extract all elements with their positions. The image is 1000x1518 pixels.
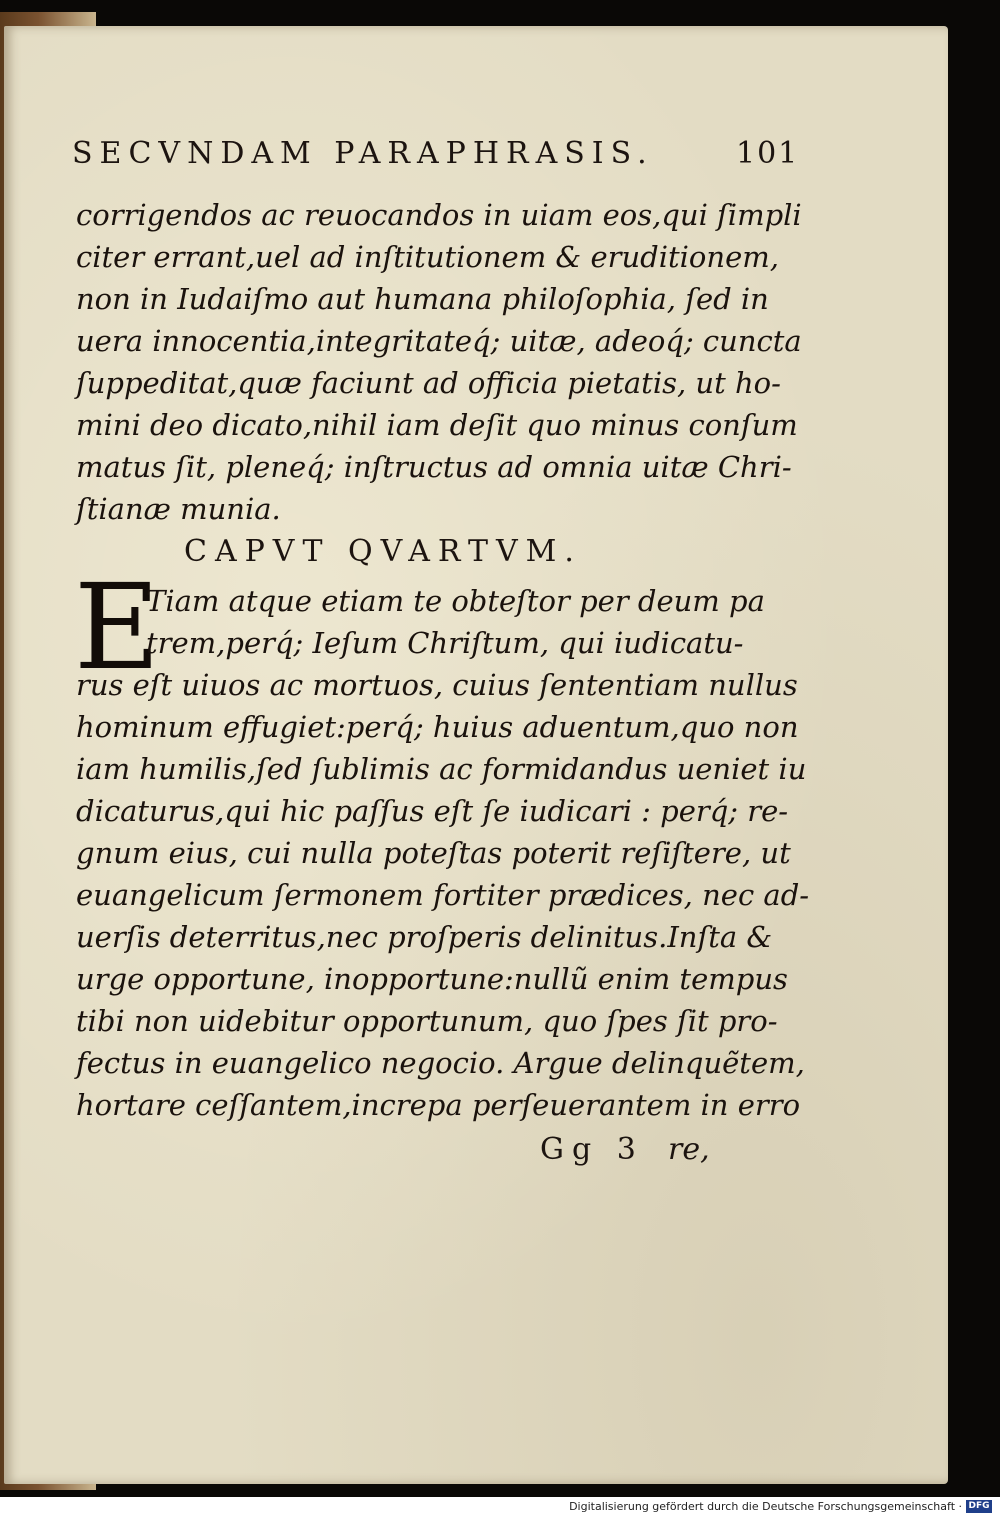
text-block-2 [76,580,810,1126]
signature-mark: Gg 3 [540,1132,644,1167]
text-line: fectus in euangelico negocio. Argue delinquẽtem, [76,1046,805,1080]
text-line: uerſis deterritus,nec proſperis delinitus.Inſta & [76,920,773,954]
catchword: re, [668,1132,710,1167]
text-line: citer errant,uel ad inſtitutionem & eruditionem, [76,240,779,274]
drop-capital: E [74,558,161,696]
text-line: rus eſt uiuos ac mortuos, cuius ſententiam nullus [76,668,798,702]
text-line: ſtianæ munia. [76,492,281,526]
text-line: gnum eius, cui nulla poteſtas poterit reſiſtere, ut [76,836,791,870]
text-block-1 [76,194,802,530]
text-line: uera innocentia,integritateq́; uitæ, adeoq́; cuncta [76,324,802,358]
text-line: matus ſit, pleneq́; inſtructus ad omnia uitæ Chri- [76,450,792,484]
text-line: non in Iudaiſmo aut humana philoſophia, ſed in [76,282,769,316]
text-line: trem,perq́; Ieſum Chriſtum, qui iudicatu- [146,626,744,660]
text-line: tibi non uidebitur opportunum, quo ſpes ſit pro- [76,1004,778,1038]
text-line: hortare ceſſantem,increpa perſeuerantem in erro [76,1088,801,1122]
text-line: iam humilis,ſed ſublimis ac formidandus ueniet iu [76,752,807,786]
text-line: Tiam atque etiam te obteſtor per deum pa [146,584,765,618]
text-line: euangelicum ſermonem fortiter prædices, nec ad- [76,878,810,912]
chapter-heading: CAPVT QVARTVM. [184,534,582,569]
text-line: corrigendos ac reuocandos in uiam eos,qui ſimpli [76,198,802,232]
running-head: SECVNDAM PARAPHRASIS. [72,136,654,171]
funding-note: Digitalisierung gefördert durch die Deutsche Forschungsgemeinschaft · [569,1500,962,1513]
page-number: 101 [736,136,800,171]
dfg-logo: DFG [966,1500,992,1513]
text-line: dicaturus,qui hic paſſus eſt ſe iudicari : perq́; re- [76,794,789,828]
text-line: mini deo dicato,nihil iam deſit quo minus conſum [76,408,798,442]
text-line: ſuppeditat,quæ faciunt ad officia pietatis, ut ho- [76,366,781,400]
text-line: hominum effugiet:perq́; huius aduentum,quo non [76,710,799,744]
text-line: urge opportune, inopportune:nullũ enim tempus [76,962,788,996]
